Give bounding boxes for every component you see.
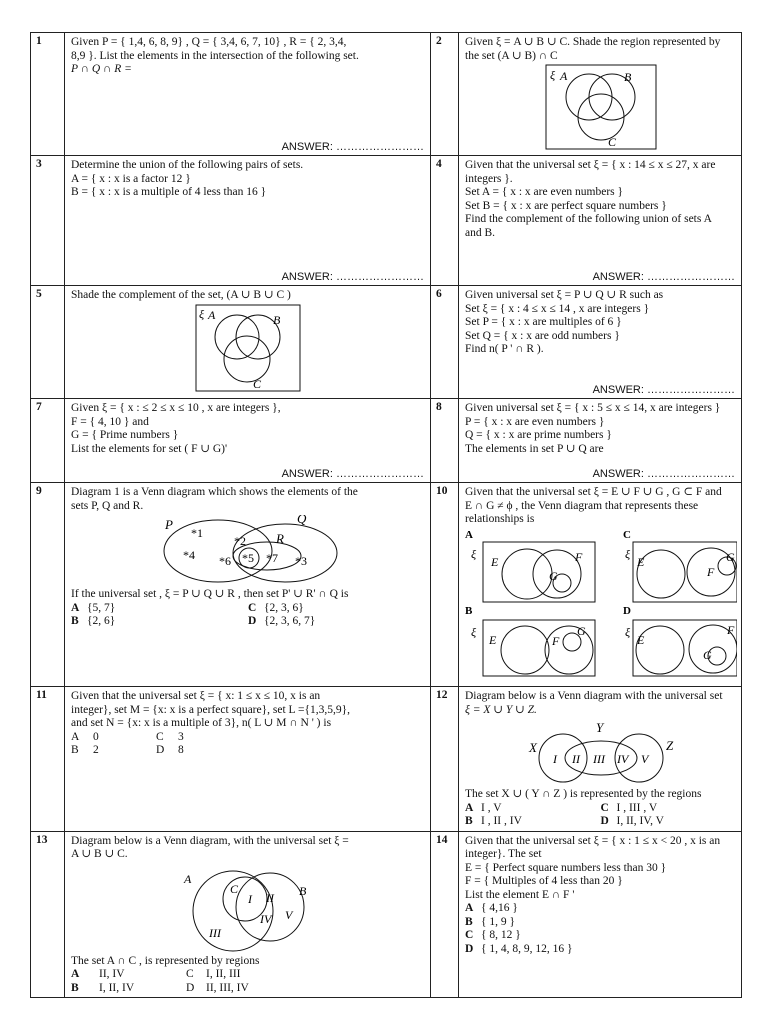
option-c[interactable]: C I , III , V <box>600 801 658 814</box>
question-row <box>31 687 742 832</box>
question-9 <box>65 483 431 687</box>
question-4 <box>459 156 742 286</box>
question-8 <box>459 399 742 483</box>
question-number: 14 <box>431 831 459 998</box>
question-text: The elements in set P ∪ Q are <box>465 442 604 455</box>
question-text: the set (A ∪ B) ∩ C <box>465 49 558 62</box>
question-text: Given ξ = A ∪ B ∪ C. Shade the region represented by <box>465 36 721 48</box>
svg-text:ξ: ξ <box>471 546 477 561</box>
element-5: *5 <box>242 551 254 565</box>
svg-text:I: I <box>248 891 252 906</box>
question-text: integer}, set M = {x: x is a perfect square}, set L ={1,3,5,9}, <box>71 703 351 716</box>
question-row <box>31 286 742 399</box>
question-row <box>31 483 742 687</box>
option-a[interactable]: A I , V <box>465 801 502 814</box>
option-d-diagram[interactable] <box>623 605 737 676</box>
question-text: Shade the complement of the set, (A ∪ B ∪ C ) <box>71 289 291 301</box>
question-11 <box>65 687 431 832</box>
question-text: sets P, Q and R. <box>71 499 144 512</box>
question-text: Determine the union of the following pairs of sets. <box>71 159 304 171</box>
svg-text:B: B <box>299 883 307 898</box>
svg-text:C: C <box>230 881 239 896</box>
options <box>71 968 301 995</box>
question-number: 1 <box>31 33 65 156</box>
question-14 <box>459 831 742 998</box>
question-row <box>31 399 742 483</box>
option-b[interactable]: B I, II, IV <box>71 981 135 994</box>
svg-text:ξ: ξ <box>625 546 631 561</box>
question-5 <box>65 286 431 399</box>
question-text: Given that the universal set ξ = { x : 1 ≤ x < 20 , x is an <box>465 834 721 847</box>
circle-b <box>236 873 304 941</box>
label-p: P <box>165 517 173 532</box>
question-number: 2 <box>431 33 459 156</box>
question-text: B = { x : x is a multiple of 4 less than 16 } <box>71 186 267 198</box>
option-a[interactable]: A { 4,16 } <box>465 902 518 914</box>
svg-text:II: II <box>571 752 580 766</box>
label-c: C <box>607 135 616 149</box>
svg-text:V: V <box>640 752 648 766</box>
svg-text:IV: IV <box>616 752 628 766</box>
svg-text:ξ: ξ <box>625 624 631 639</box>
question-number: 8 <box>431 399 459 483</box>
label-c: C <box>253 376 262 391</box>
venn-option-diagrams <box>465 528 737 678</box>
question-table <box>30 32 742 998</box>
option-c[interactable]: C {2, 3, 6} <box>248 601 304 614</box>
question-text: Find n( P ' ∩ R ). <box>465 343 544 355</box>
svg-text:A: A <box>465 528 473 541</box>
svg-text:Y: Y <box>595 720 603 735</box>
question-text: Set B = { x : x are perfect square numbers } <box>465 199 667 212</box>
question-number: 9 <box>31 483 65 687</box>
svg-text:II: II <box>266 890 274 905</box>
svg-text:G: G <box>549 568 558 583</box>
question-text: E = { Perfect square numbers less than 30 } <box>465 861 667 874</box>
question-text: Set ξ = { x : 4 ≤ x ≤ 14 , x are integers } <box>465 302 650 315</box>
svg-text:V: V <box>285 907 293 922</box>
question-number: 6 <box>431 286 459 399</box>
svg-text:I: I <box>552 752 557 766</box>
element-6: *6 <box>219 554 231 568</box>
question-text: Diagram below is a Venn diagram, with the universal set ξ = <box>71 834 349 847</box>
question-text: Diagram below is a Venn diagram with the universal set <box>465 690 723 702</box>
question-12 <box>459 687 742 832</box>
venn-diagram <box>545 64 657 150</box>
question-number: 11 <box>31 687 65 832</box>
svg-text:IV: IV <box>260 911 272 926</box>
question-text: relationships is <box>465 513 535 525</box>
svg-text:III: III <box>592 752 605 766</box>
question-text: A ∪ B ∪ C. <box>71 848 128 860</box>
question-number: 4 <box>431 156 459 286</box>
question-text: Given ξ = { x : ≤ 2 ≤ x ≤ 10 , x are integers }, <box>71 402 281 414</box>
option-d[interactable]: D { 1, 4, 8, 9, 12, 16 } <box>465 942 573 955</box>
question-text: Given universal set ξ = { x : 5 ≤ x ≤ 14, x are integers } <box>465 402 721 414</box>
venn-diagram <box>195 304 301 394</box>
question-number: 13 <box>31 831 65 998</box>
options <box>71 602 425 629</box>
svg-text:F: F <box>575 549 583 564</box>
question-2 <box>459 33 742 156</box>
option-c[interactable]: C I, II, III <box>186 968 241 980</box>
svg-text:E: E <box>491 554 499 569</box>
svg-text:G: G <box>703 647 712 662</box>
option-b-diagram[interactable] <box>465 605 595 676</box>
question-text: E ∩ G ≠ ϕ , the Venn diagram that represents these <box>465 499 699 512</box>
question-stem: If the universal set , ξ = P ∪ Q ∪ R , then set P' ∪ R' ∩ Q is <box>71 588 349 600</box>
question-stem: The set A ∩ C , is represented by regions <box>71 954 260 967</box>
question-text: F = { Multiples of 4 less than 20 } <box>465 875 623 887</box>
option-b[interactable]: B 2 <box>71 744 99 756</box>
element-4: *4 <box>183 548 195 562</box>
question-10 <box>459 483 742 687</box>
question-text: Find the complement of the following union of sets A <box>465 213 712 225</box>
label-xi: ξ <box>549 68 555 82</box>
svg-text:E: E <box>637 632 645 647</box>
svg-text:F: F <box>552 633 560 648</box>
option-a[interactable]: A {5, 7} <box>71 601 116 614</box>
element-3: *3 <box>295 554 307 568</box>
svg-text:G: G <box>577 623 586 638</box>
venn-diagram <box>178 863 318 955</box>
question-text: Diagram 1 is a Venn diagram which shows the elements of the <box>71 486 358 498</box>
option-a[interactable]: A II, IV <box>71 968 125 980</box>
question-text: Given that the universal set ξ = E ∪ F ∪ G , G ⊂ F and <box>465 486 722 498</box>
question-text: Q = { x : x are prime numbers } <box>465 429 612 441</box>
label-xi: ξ <box>199 306 205 321</box>
option-c-diagram[interactable] <box>623 529 737 602</box>
question-3 <box>65 156 431 286</box>
question-13 <box>65 831 431 998</box>
question-number: 10 <box>431 483 459 687</box>
question-text: Set P = { x : x are multiples of 6 } <box>465 316 622 328</box>
question-text: List the element E ∩ F ' <box>465 888 575 901</box>
option-c[interactable]: C 3 <box>156 730 184 743</box>
svg-text:G: G <box>726 549 735 564</box>
question-text: Given P = { 1,4, 6, 8, 9} , Q = { 3,4, 6, 7, 10} , R = { 2, 3,4, <box>71 36 347 48</box>
option-b[interactable]: B { 1, 9 } <box>465 915 516 928</box>
question-text: P ∩ Q ∩ R = <box>71 63 132 75</box>
label-a: A <box>208 307 216 322</box>
question-text: F = { 4, 10 } and <box>71 415 149 428</box>
option-c[interactable]: C { 8, 12 } <box>465 929 521 941</box>
question-number: 5 <box>31 286 65 399</box>
circle-e <box>502 549 552 599</box>
option-b[interactable]: B {2, 6} <box>71 615 116 627</box>
question-text: integers }. <box>465 172 513 185</box>
answer-line: ANSWER: …………………… <box>281 467 424 480</box>
label-b: B <box>273 312 281 327</box>
question-text: Given that the universal set ξ = { x : 14 ≤ x ≤ 27, x are <box>465 159 716 171</box>
question-text: Set A = { x : x are even numbers } <box>465 186 624 198</box>
svg-text:B: B <box>465 604 473 617</box>
element-7: *7 <box>266 551 278 565</box>
question-text: integer}. The set <box>465 848 542 860</box>
option-a[interactable]: A 0 <box>71 730 99 743</box>
option-d[interactable]: D II, III, IV <box>186 981 249 994</box>
svg-text:C: C <box>623 528 631 541</box>
element-1: *1 <box>191 526 203 540</box>
svg-text:Z: Z <box>665 738 673 753</box>
venn-diagram <box>521 718 681 784</box>
label-q: Q <box>297 515 307 526</box>
svg-text:F: F <box>707 564 715 579</box>
question-text: List the elements for set ( F ∪ G)' <box>71 442 228 455</box>
question-text: Given that the universal set ξ = { x: 1 ≤ x ≤ 10, x is an <box>71 690 321 702</box>
option-d[interactable]: D {2, 3, 6, 7} <box>248 615 316 627</box>
question-text: and set N = {x: x is a multiple of 3}, n( L ∪ M ∩ N ' ) is <box>71 717 332 729</box>
svg-text:A: A <box>184 871 192 886</box>
question-number: 7 <box>31 399 65 483</box>
option-d[interactable]: D 8 <box>156 744 184 756</box>
question-text: Set Q = { x : x are odd numbers } <box>465 329 620 342</box>
question-text: ξ = X ∪ Y ∪ Z. <box>465 703 537 716</box>
svg-text:III: III <box>209 925 221 940</box>
option-b[interactable]: B I , II , IV <box>465 815 522 827</box>
question-6 <box>459 286 742 399</box>
circle-e <box>501 626 549 674</box>
svg-text:F: F <box>727 622 735 637</box>
question-stem: The set X ∪ ( Y ∩ Z ) is represented by the regions <box>465 788 702 800</box>
venn-diagram <box>158 515 338 583</box>
question-row <box>31 33 742 156</box>
answer-line: ANSWER: …………………… <box>592 383 735 396</box>
circle-c <box>224 336 270 382</box>
svg-text:X: X <box>528 740 537 755</box>
label-r: R <box>276 531 284 546</box>
svg-text:ξ: ξ <box>471 624 477 639</box>
question-text: 8,9 }. List the elements in the intersection of the following set. <box>71 49 359 62</box>
answer-line: ANSWER: …………………… <box>592 270 735 283</box>
question-1 <box>65 33 431 156</box>
question-text: and B. <box>465 226 496 239</box>
svg-text:D: D <box>623 604 631 617</box>
question-text: P = { x : x are even numbers } <box>465 415 605 428</box>
svg-text:E: E <box>637 554 645 569</box>
question-text: G = { Prime numbers } <box>71 429 179 441</box>
question-7 <box>65 399 431 483</box>
option-d[interactable]: D I, II, IV, V <box>600 815 664 827</box>
answer-line: ANSWER: …………………… <box>281 140 424 153</box>
option-a-diagram[interactable] <box>465 529 595 602</box>
label-b: B <box>623 70 631 84</box>
options <box>465 802 736 829</box>
svg-text:E: E <box>489 632 497 647</box>
label-a: A <box>559 69 567 83</box>
question-row <box>31 156 742 286</box>
answer-line: ANSWER: …………………… <box>592 467 735 480</box>
options <box>71 731 241 758</box>
element-2: *2 <box>234 534 246 548</box>
answer-line: ANSWER: …………………… <box>281 270 424 283</box>
question-number: 12 <box>431 687 459 832</box>
question-text: Given universal set ξ = P ∪ Q ∪ R such as <box>465 289 664 301</box>
question-number: 3 <box>31 156 65 286</box>
question-row <box>31 831 742 998</box>
question-text: A = { x : x is a factor 12 } <box>71 172 191 185</box>
